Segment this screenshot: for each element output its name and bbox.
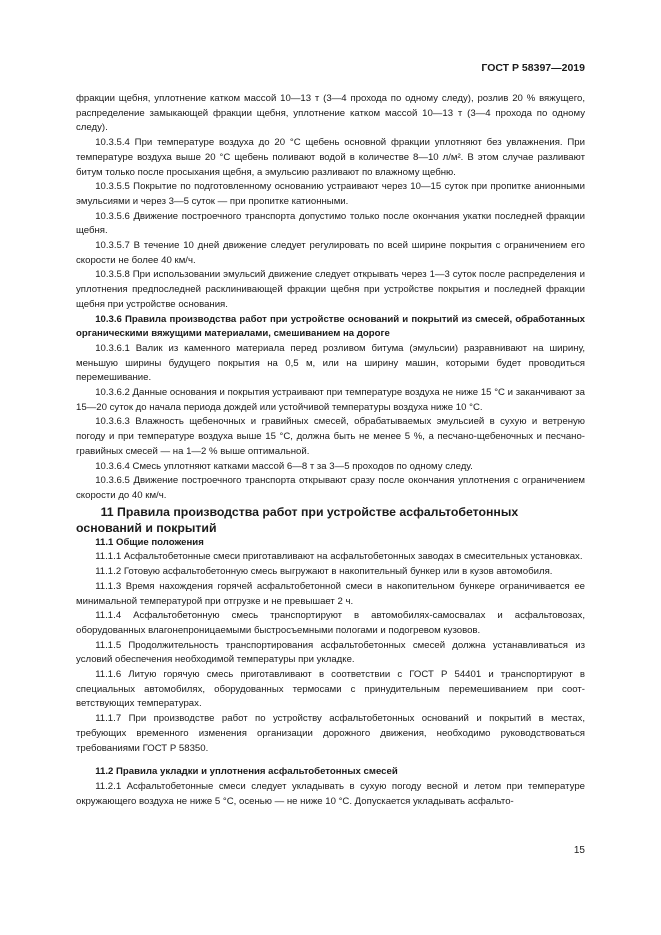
paragraph: 10.3.5.7 В течение 10 дней движение следует регулировать по всей ширине покрытия с ограничением его скорости не более 40 км/ч. [76, 240, 585, 266]
page-number: 15 [573, 845, 585, 856]
paragraph: 11.1.2 Готовую асфальтобетонную смесь выгружают в накопительный бункер или в кузов автомобиля. [95, 566, 553, 578]
paragraph: 11.1.6 Литую горячую смесь приготавливают в соответствии с ГОСТ Р 54401 и транспортируют в специальных автомобилях, оборудованных термосами с принудительным перемешиванием при соответствующих температурах. [76, 669, 585, 710]
paragraph: 10.3.5.6 Движение построечного транспорта допустимо только после окончания укатки последней фракции щебня. [76, 210, 585, 237]
paragraph: 10.3.6.3 Влажность щебеночных и гравийных смесей, обрабатываемых эмульсией в сухую и ветреную погоду и при температуре воздуха выше 15 °С, должна быть не менее 5 %, а песчано-щебеночных и песчано-гравийных смесей — на 1—2 % выше оптимальной. [76, 416, 585, 457]
paragraph: 10.3.6.2 Данные основания и покрытия устраивают при температуре воздуха не ниже 15 °С и заканчивают за 15—20 суток до начала периода дождей или устойчивой температуры воздуха ниже 10 °С. [76, 387, 585, 413]
paragraph: 10.3.5.8 При использовании эмульсий движение следует открывать через 1—3 суток после распределения и уплотнения предпоследней расклинивающей фракции щебня при устройстве покрытия и последней фракции щебня при устройстве основания. [76, 269, 585, 310]
subsection-heading: 10.3.6 Правила производства работ при устройстве оснований и покрытий из смесей, обработанных органическими вяжущими материалами, смешиванием на дороге [76, 313, 585, 340]
paragraph: 11.1.1 Асфальтобетонные смеси приготавливают на асфальтобетонных заводах в смесительных установках. [95, 551, 583, 563]
paragraph: 11.1.7 При производстве работ по устройству асфальтобетонных оснований и покрытий в местах, требующих временного изменения организации дорожного движения, необходимо руководствоваться требованиями ГОСТ Р 58350. [76, 713, 585, 754]
paragraph: 10.3.6.5 Движение построечного транспорта открывают сразу после окончания уплотнения с ограничением скорости до 40 км/ч. [76, 475, 585, 501]
paragraph: 10.3.6.1 Валик из каменного материала перед розливом битума (эмульсии) разравнивают на ширину, меньшую ширины будущего покрытия на 0,5 м, или на ширину машин, которыми будет проводиться перемешивание. [76, 342, 585, 384]
document-body [76, 92, 585, 809]
paragraph: 11.2.1 Асфальтобетонные смеси следует укладывать в сухую погоду весной и летом при температуре окружающего воздуха не ниже 5 °С, осенью — не ниже 10 °С. Допускается укладывать асфальто- [76, 780, 585, 807]
section-heading: 11 Правила производства работ при устройстве асфальтобетонных оснований и покрытий [76, 504, 519, 535]
document-header: ГОСТ Р 58397—2019 [481, 62, 585, 74]
paragraph: 11.1.4 Асфальтобетонную смесь транспортируют в автомобилях-самосвалах и асфальтовозах, оборудованных влагонепроницаемыми быстросъемными пологами и подогревом кузовов. [76, 610, 585, 636]
subsection-heading: 11.1 Общие положения [95, 536, 204, 548]
paragraph: 11.1.5 Продолжительность транспортирования асфальтобетонных смесей должна устанавливаться из условий обеспечения необходимой температуры при укладке. [76, 639, 585, 666]
paragraph: фракции щебня, уплотнение катком массой 10—13 т (3—4 прохода по одному следу), розлив 20 % вяжущего, распределение замыкающей фракции щебня, уплотнение катком массой 10—13 т (3—4 прохода по одному следу). [76, 93, 585, 134]
paragraph: 10.3.6.4 Смесь уплотняют катками массой 6—8 т за 3—5 проходов по одному следу. [95, 460, 473, 472]
paragraph: 11.1.3 Время нахождения горячей асфальтобетонной смеси в накопительном бункере ограничивается ее минимальной температурой при отгрузке и не превышает 2 ч. [76, 580, 585, 607]
subsection-heading: 11.2 Правила укладки и уплотнения асфальтобетонных смесей [95, 766, 398, 778]
paragraph: 10.3.5.5 Покрытие по подготовленному основанию устраивают через 10—15 суток при пропитке анионными эмульсиями и через 3—5 суток — при пропитке катионными. [76, 181, 585, 207]
paragraph: 10.3.5.4 При температуре воздуха до 20 °С щебень основной фракции уплотняют без увлажнения. При температуре воздуха выше 20 °С щебень поливают водой в количестве 8—10 л/м². В этом случае разливают битум только после просыхания щебня, а эмульсию разливают по влажному щебню. [76, 137, 585, 178]
